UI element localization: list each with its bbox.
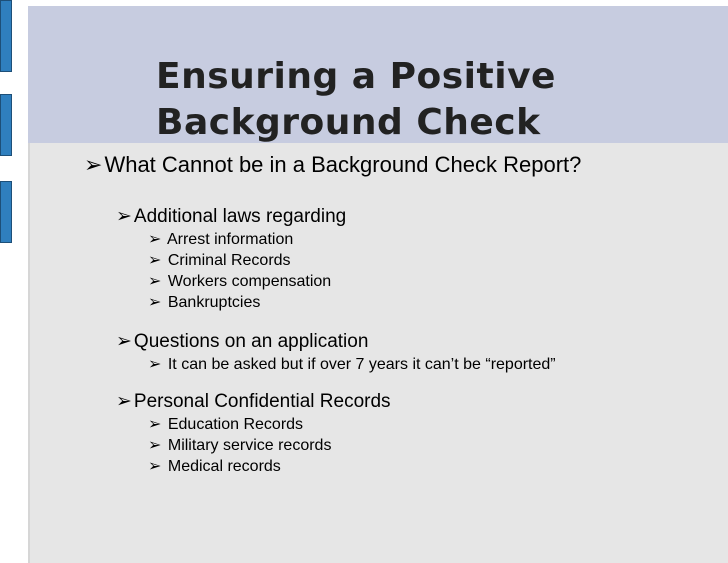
arrow-bullet-icon: ➢: [116, 330, 132, 352]
bullet-list: [84, 150, 718, 477]
list-item-text: Medical records: [167, 458, 281, 475]
list-item: [148, 456, 718, 477]
arrow-bullet-icon: ➢: [148, 229, 162, 248]
arrow-bullet-icon: ➢: [84, 153, 103, 178]
arrow-bullet-icon: ➢: [148, 250, 162, 269]
section-label-text: Additional laws regarding: [133, 206, 347, 227]
side-tab-decoration: [0, 181, 12, 243]
arrow-bullet-icon: ➢: [148, 456, 162, 475]
list-item-text: It can be asked but if over 7 years it can’t be “reported”: [167, 356, 556, 373]
arrow-bullet-icon: ➢: [148, 271, 162, 290]
section-label: [116, 204, 718, 229]
section-label-text: Questions on an application: [133, 331, 369, 352]
list-item: [148, 414, 718, 435]
list-item: [148, 250, 718, 271]
list-item-text: Arrest information: [166, 231, 294, 248]
list-item-text: Military service records: [167, 437, 332, 454]
section-label-text: Personal Confidential Records: [133, 391, 391, 412]
arrow-bullet-icon: ➢: [116, 205, 132, 227]
list-item: [148, 271, 718, 292]
slide-title: [156, 54, 556, 146]
list-item-text: Criminal Records: [167, 252, 291, 269]
arrow-bullet-icon: ➢: [116, 390, 132, 412]
list-item: [148, 229, 718, 250]
arrow-bullet-icon: ➢: [148, 292, 162, 311]
arrow-bullet-icon: ➢: [148, 435, 162, 454]
section-label: [116, 389, 718, 414]
list-item-text: Workers compensation: [167, 273, 332, 290]
bullet-heading: [84, 150, 718, 181]
section-label: [116, 329, 718, 354]
arrow-bullet-icon: ➢: [148, 354, 162, 373]
list-item-text: Education Records: [167, 416, 304, 433]
side-tab-decoration: [0, 94, 12, 156]
list-item: [148, 292, 718, 313]
slide-title-line-1: Ensuring a Positive: [156, 56, 556, 97]
list-item: [148, 435, 718, 456]
list-item-text: Bankruptcies: [167, 294, 261, 311]
slide-title-line-2: Background Check: [156, 102, 541, 143]
arrow-bullet-icon: ➢: [148, 414, 162, 433]
bullet-heading-text: What Cannot be in a Background Check Report?: [104, 152, 582, 177]
list-item: [148, 354, 718, 375]
side-tab-decoration: [0, 0, 12, 72]
